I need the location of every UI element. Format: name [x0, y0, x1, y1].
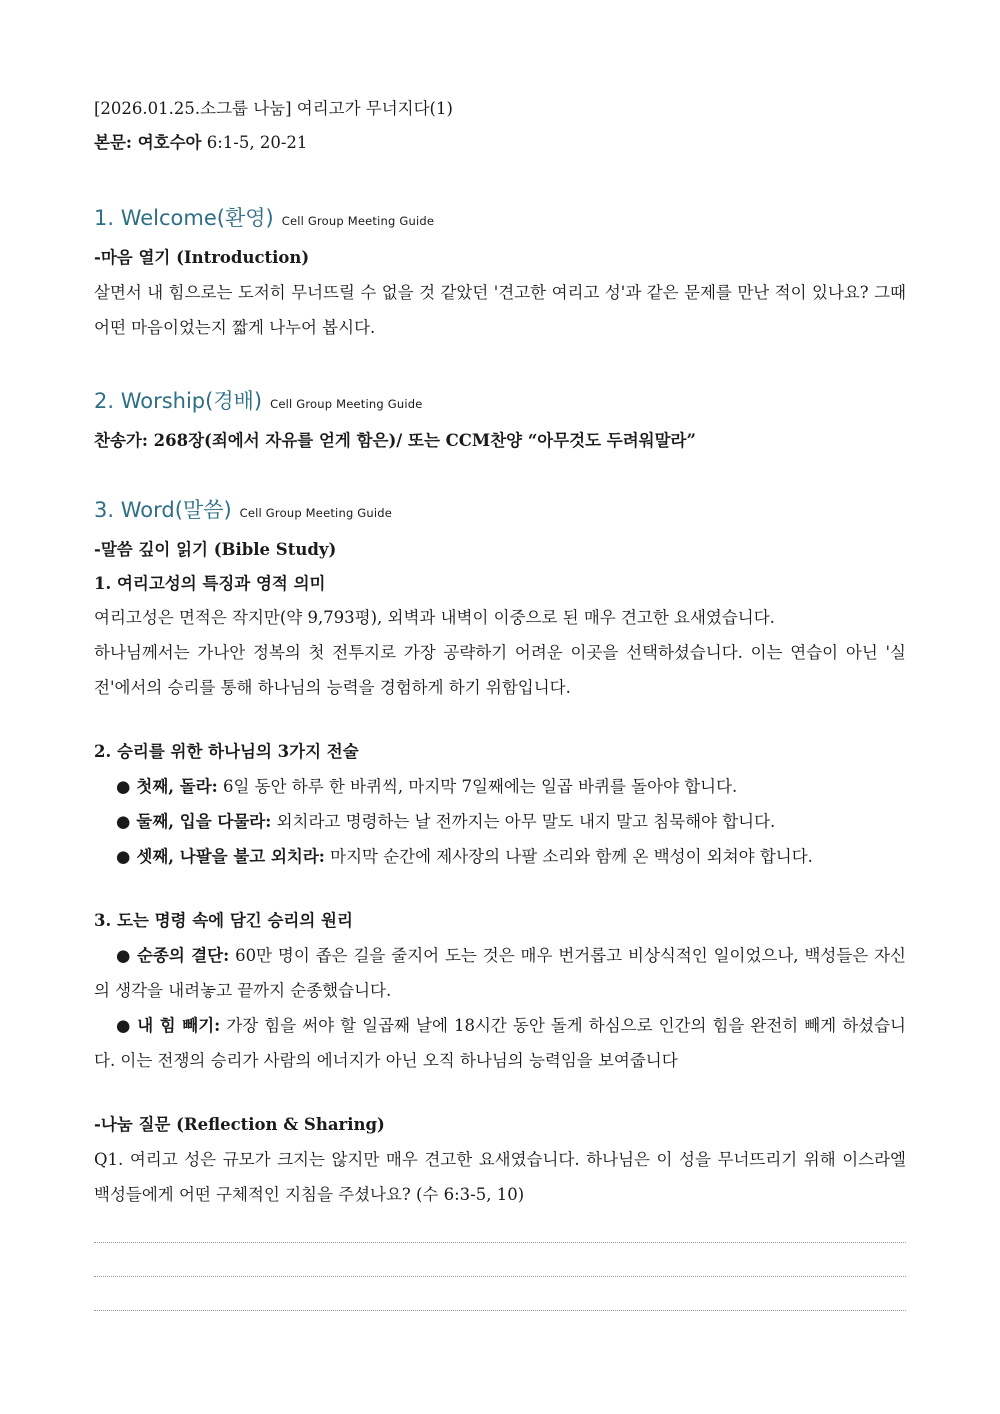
- bullet-dot-icon: ●: [116, 946, 132, 965]
- tactic-label: 첫째, 돌라:: [136, 777, 218, 796]
- sharing-label: -나눔 질문 (Reflection & Sharing): [94, 1115, 385, 1134]
- document-title: [2026.01.25.소그룹 나눔] 여리고가 무너지다(1): [94, 99, 453, 118]
- tactic-bullet-1: [94, 769, 906, 804]
- word-heading: [94, 490, 906, 533]
- tactic-label: 셋째, 나팔을 불고 외치라:: [136, 847, 325, 866]
- passage-line: [94, 126, 906, 160]
- welcome-subheading: Cell Group Meeting Guide: [281, 214, 435, 228]
- answer-line-1[interactable]: [94, 1242, 906, 1243]
- document-page: [94, 92, 906, 1311]
- study-label: -말씀 깊이 읽기 (Bible Study): [94, 540, 337, 559]
- tactic-text: 외치라고 명령하는 날 전까지는 아무 말도 내지 말고 침묵해야 합니다.: [276, 812, 776, 831]
- principle-bullet-2: [94, 1008, 906, 1078]
- point1-line1: 여리고성은 면적은 작지만(약 9,793평), 외벽과 내벽이 이중으로 된 매우 견고한 요새였습니다.: [94, 608, 775, 627]
- tactic-text: 마지막 순간에 제사장의 나팔 소리와 함께 온 백성이 외쳐야 합니다.: [330, 847, 813, 866]
- answer-line-2[interactable]: [94, 1276, 906, 1277]
- tactic-bullet-3: [94, 839, 906, 874]
- passage-label: 본문: 여호수아: [94, 133, 202, 152]
- principle-label: 내 힘 빼기:: [137, 1016, 221, 1035]
- passage-reference: 6:1-5, 20-21: [206, 133, 308, 152]
- bullet-dot-icon: ●: [116, 1016, 132, 1035]
- principle-bullet-1: [94, 938, 906, 1008]
- word-subheading: Cell Group Meeting Guide: [239, 506, 393, 520]
- principle-label: 순종의 결단:: [136, 946, 230, 965]
- point2-title: 2. 승리를 위한 하나님의 3가지 전술: [94, 742, 359, 761]
- point3-title: 3. 도는 명령 속에 담긴 승리의 원리: [94, 911, 353, 930]
- principle-text: 60만 명이 좁은 길을 줄지어 도는 것은 매우 번거롭고 비상식적인 일이었으나, 백성들은 자신의 생각을 내려놓고 끝까지 순종했습니다.: [94, 946, 906, 1000]
- question-1: Q1. 여리고 성은 규모가 크지는 않지만 매우 견고한 요새였습니다. 하나님은 이 성을 무너뜨리기 위해 이스라엘 백성들에게 어떤 구체적인 지침을 주셨나요? (수 6:3-5, 10): [94, 1150, 906, 1204]
- intro-label: -마음 열기 (Introduction): [94, 248, 310, 267]
- hymn-line: 찬송가: 268장(죄에서 자유를 얻게 함은)/ 또는 CCM찬양 “아무것도 두려워말라”: [94, 431, 696, 450]
- tactic-label: 둘째, 입을 다물라:: [136, 812, 272, 831]
- intro-text: 살면서 내 힘으로는 도저히 무너뜨릴 수 없을 것 같았던 '견고한 여리고 성'과 같은 문제를 만난 적이 있나요? 그때 어떤 마음이었는지 짧게 나누어 봅시다.: [94, 283, 906, 337]
- answer-line-3[interactable]: [94, 1310, 906, 1311]
- bullet-dot-icon: ●: [116, 847, 131, 866]
- worship-heading: [94, 381, 906, 424]
- point1-title: 1. 여리고성의 특징과 영적 의미: [94, 574, 326, 593]
- bullet-dot-icon: ●: [116, 812, 131, 831]
- worship-subheading: Cell Group Meeting Guide: [270, 397, 423, 411]
- point1-paragraph: 하나님께서는 가나안 정복의 첫 전투지로 가장 공략하기 어려운 이곳을 선택하셨습니다. 이는 연습이 아닌 '실전'에서의 승리를 통해 하나님의 능력을 경험하게 하기 위함입니다.: [94, 643, 906, 697]
- worship-heading-text: 2. Worship(경배): [94, 389, 263, 413]
- word-heading-text: 3. Word(말씀): [94, 498, 232, 522]
- welcome-heading: [94, 198, 906, 241]
- bullet-dot-icon: ●: [116, 777, 131, 796]
- tactic-text: 6일 동안 하루 한 바퀴씩, 마지막 7일째에는 일곱 바퀴를 돌아야 합니다.: [223, 777, 738, 796]
- principle-text: 가장 힘을 써야 할 일곱째 날에 18시간 동안 돌게 하심으로 인간의 힘을 완전히 빼게 하셨습니다. 이는 전쟁의 승리가 사람의 에너지가 아닌 오직 하나님의 능력임을 보여줍니다: [94, 1016, 906, 1070]
- tactic-bullet-2: [94, 804, 906, 839]
- welcome-heading-text: 1. Welcome(환영): [94, 206, 274, 230]
